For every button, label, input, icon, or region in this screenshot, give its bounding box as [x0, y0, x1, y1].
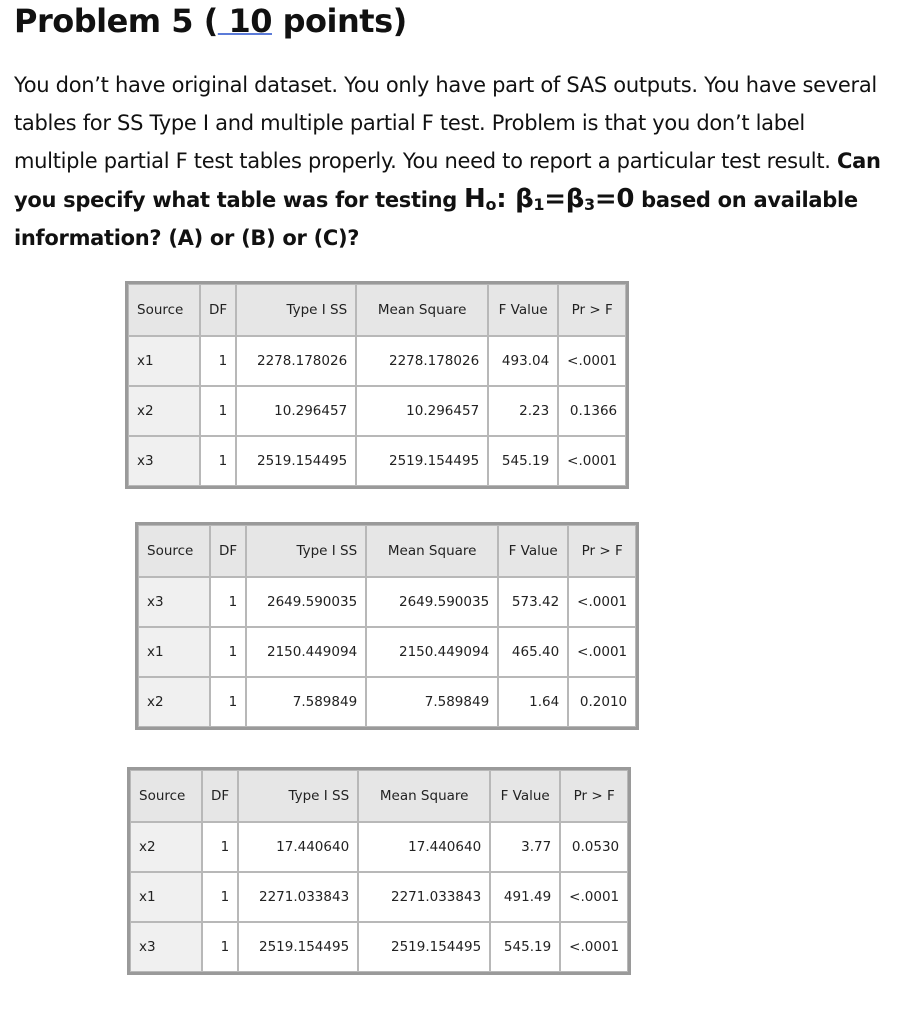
cell-df: 1: [210, 677, 246, 727]
anova-table-c: [127, 767, 631, 975]
cell-f-value: 545.19: [490, 922, 560, 972]
cell-pr-f: 0.1366: [558, 386, 626, 436]
cell-f-value: 491.49: [490, 872, 560, 922]
cell-df: 1: [210, 577, 246, 627]
table-row: [128, 436, 626, 486]
cell-mean-square: 2649.590035: [366, 577, 498, 627]
cell-mean-square: 2271.033843: [358, 872, 490, 922]
cell-mean-square: 2150.449094: [366, 627, 498, 677]
cell-df: 1: [202, 922, 238, 972]
cell-f-value: 493.04: [488, 336, 558, 386]
cell-type-i-ss: 2649.590035: [246, 577, 366, 627]
cell-type-i-ss: 17.440640: [238, 822, 358, 872]
title-points-underlined: 10: [217, 2, 272, 40]
cell-type-i-ss: 2519.154495: [236, 436, 356, 486]
header-f-value: F Value: [490, 770, 560, 822]
cell-pr-f: 0.0530: [560, 822, 628, 872]
beta-1-sub: 1: [533, 195, 545, 214]
table-header-row: [130, 770, 628, 822]
cell-df: 1: [202, 872, 238, 922]
cell-pr-f: <.0001: [558, 436, 626, 486]
beta-3-sub: 3: [584, 195, 595, 214]
table-row: [130, 922, 628, 972]
header-f-value: F Value: [488, 284, 558, 336]
header-source: Source: [128, 284, 200, 336]
header-source: Source: [130, 770, 202, 822]
beta-1-symbol: β: [515, 184, 534, 214]
question-lead: Can you specify what table was for testing: [14, 149, 881, 212]
cell-source: x3: [130, 922, 202, 972]
cell-df: 1: [210, 627, 246, 677]
header-pr-f: Pr > F: [568, 525, 636, 577]
cell-pr-f: <.0001: [568, 627, 636, 677]
table-row: [128, 386, 626, 436]
cell-type-i-ss: 2150.449094: [246, 627, 366, 677]
header-mean-square: Mean Square: [366, 525, 498, 577]
equals-sign: =: [544, 184, 566, 214]
header-source: Source: [138, 525, 210, 577]
cell-source: x1: [130, 872, 202, 922]
header-mean-square: Mean Square: [356, 284, 488, 336]
cell-f-value: 2.23: [488, 386, 558, 436]
header-df: DF: [200, 284, 236, 336]
cell-df: 1: [202, 822, 238, 872]
anova-table-a: [125, 281, 629, 489]
cell-source: x1: [128, 336, 200, 386]
cell-source: x3: [128, 436, 200, 486]
cell-f-value: 1.64: [498, 677, 568, 727]
problem-title: [14, 2, 407, 40]
header-pr-f: Pr > F: [560, 770, 628, 822]
cell-pr-f: <.0001: [560, 872, 628, 922]
cell-type-i-ss: 7.589849: [246, 677, 366, 727]
header-type-i-ss: Type I SS: [246, 525, 366, 577]
cell-source: x2: [128, 386, 200, 436]
problem-statement: [14, 66, 884, 257]
cell-source: x1: [138, 627, 210, 677]
beta-3-symbol: β: [565, 184, 585, 214]
table-row: [128, 336, 626, 386]
cell-pr-f: <.0001: [568, 577, 636, 627]
cell-source: x3: [138, 577, 210, 627]
table-row: [130, 872, 628, 922]
table-row: [138, 627, 636, 677]
table-header-row: [138, 525, 636, 577]
cell-f-value: 545.19: [488, 436, 558, 486]
cell-mean-square: 2519.154495: [358, 922, 490, 972]
cell-df: 1: [200, 336, 236, 386]
cell-type-i-ss: 2278.178026: [236, 336, 356, 386]
cell-mean-square: 2278.178026: [356, 336, 488, 386]
table-row: [138, 677, 636, 727]
cell-type-i-ss: 2519.154495: [238, 922, 358, 972]
problem-plain-text: You don’t have original dataset. You only have part of SAS outputs. You have several tables for SS Type I and multiple partial F test. Problem is that you don’t label multiple partial F test tables properly. You need to report a particular test result.: [14, 73, 877, 173]
cell-df: 1: [200, 436, 236, 486]
header-pr-f: Pr > F: [558, 284, 626, 336]
cell-pr-f: <.0001: [558, 336, 626, 386]
header-mean-square: Mean Square: [358, 770, 490, 822]
title-prefix: Problem 5 (: [14, 2, 218, 40]
header-df: DF: [202, 770, 238, 822]
cell-f-value: 3.77: [490, 822, 560, 872]
cell-type-i-ss: 2271.033843: [238, 872, 358, 922]
cell-f-value: 573.42: [498, 577, 568, 627]
hypothesis-h-sub: o: [485, 195, 497, 214]
cell-df: 1: [200, 386, 236, 436]
cell-mean-square: 7.589849: [366, 677, 498, 727]
anova-table-b: [135, 522, 639, 730]
title-suffix: points): [271, 2, 407, 40]
cell-mean-square: 17.440640: [358, 822, 490, 872]
cell-pr-f: <.0001: [560, 922, 628, 972]
table-row: [138, 577, 636, 627]
cell-source: x2: [130, 822, 202, 872]
cell-f-value: 465.40: [498, 627, 568, 677]
header-type-i-ss: Type I SS: [238, 770, 358, 822]
header-f-value: F Value: [498, 525, 568, 577]
table-row: [130, 822, 628, 872]
cell-source: x2: [138, 677, 210, 727]
hypothesis-h: H: [464, 184, 486, 214]
cell-mean-square: 10.296457: [356, 386, 488, 436]
cell-type-i-ss: 10.296457: [236, 386, 356, 436]
cell-mean-square: 2519.154495: [356, 436, 488, 486]
cell-pr-f: 0.2010: [568, 677, 636, 727]
table-header-row: [128, 284, 626, 336]
equals-zero: =0: [594, 184, 635, 214]
question-tail: based on available information? (A) or (B) or (C)?: [14, 188, 858, 250]
header-df: DF: [210, 525, 246, 577]
hypothesis-colon: :: [496, 184, 516, 214]
header-type-i-ss: Type I SS: [236, 284, 356, 336]
